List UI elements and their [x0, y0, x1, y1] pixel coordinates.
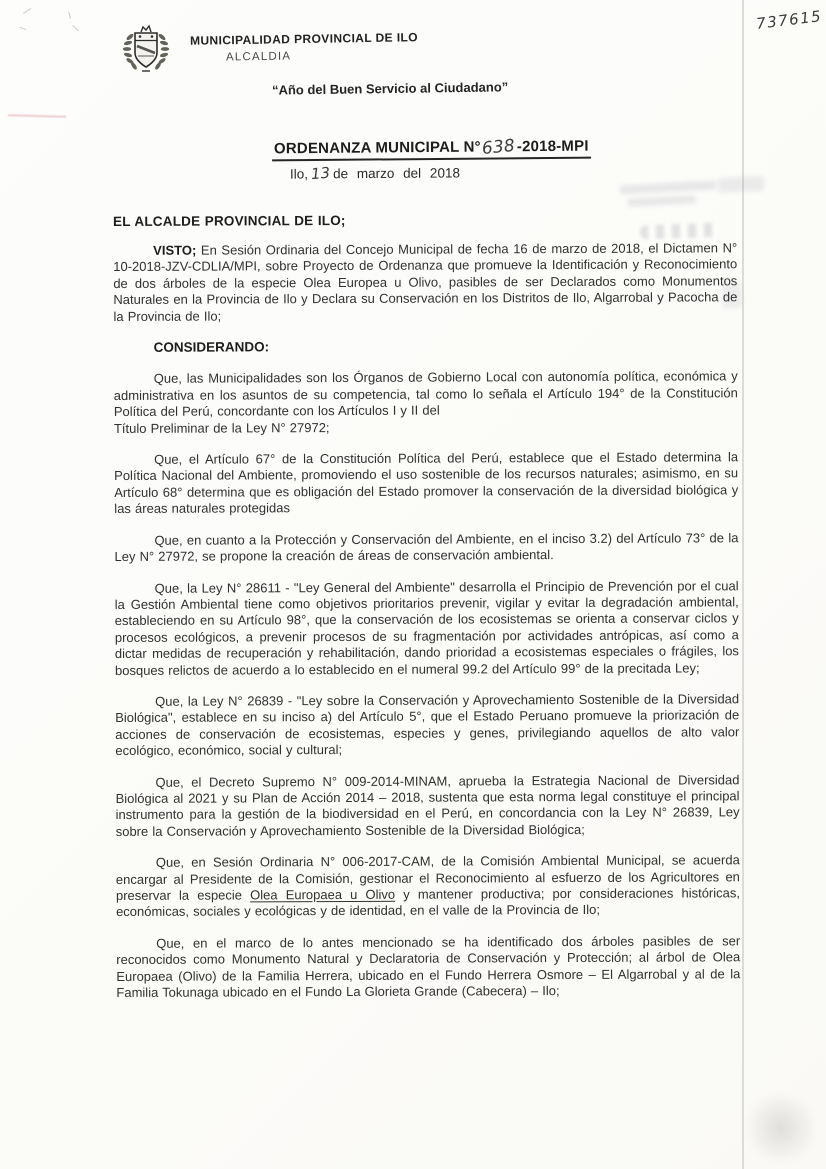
- year-motto: “Año del Buen Servicio al Ciudadano”: [271, 79, 509, 98]
- scan-pink-streak: [8, 114, 66, 117]
- pencil-mark: [68, 10, 77, 19]
- recital-paragraph-1: [114, 369, 738, 437]
- dateline: [289, 163, 460, 184]
- bleed-through-artifact: [718, 176, 765, 193]
- scan-edge-line: [742, 0, 744, 1169]
- handwritten-ordinance-number: 638: [480, 135, 516, 159]
- document-body: [113, 211, 740, 1016]
- visto-paragraph: [113, 240, 737, 325]
- pencil-mark: [19, 23, 27, 30]
- organization-name: MUNICIPALIDAD PROVINCIAL DE ILO: [189, 30, 419, 48]
- recital-paragraph-8: Que, en el marco de lo antes mencionado se ha identificado dos árboles pasibles de ser reconocidos como Monumento Natural y Declaratoria de Conservación y Protección; al árbol de Olea Europaea (Olivo) de la Familia Herrera, ubicado en el Fundo Herrera Osmore – El Algarrobal y al de la Familia Tokunaga ubicado en el Fundo La Glorieta Grande (Cabecera) – Ilo;: [116, 933, 741, 1001]
- ordinance-title-prefix: ORDENANZA MUNICIPAL N°: [273, 138, 481, 158]
- visto-text: En Sesión Ordinaria del Concejo Municipal de fecha 16 de marzo de 2018, el Dictamen N° 10-2018-JZV-CDLIA/MPI, sobre Proyecto de Ordenanza que promueve la Identificación y Reconocimiento de dos árboles de la especie Olea Europea u Olivo, pasibles de ser Declarados como Monumentos Naturales en la Provincia de Ilo y Declara su Conservación en los Distritos de Ilo, Algarrobal y Pacocha de la Provincia de Ilo;: [113, 240, 738, 324]
- recital-paragraph-2: Que, el Artículo 67° de la Constitución Política del Perú, establece que el Estado determina la Política Nacional del Ambiente, promoviendo el uso sostenible de los recursos naturales; asimismo, en su Artículo 68° determina que es obligación del Estado promover la conservación de la diversidad biológica y las áreas naturales protegidas: [114, 449, 739, 517]
- handwritten-day: 13: [310, 163, 331, 184]
- pencil-mark: [23, 8, 34, 18]
- dateline-rest: de marzo del 2018: [333, 165, 460, 182]
- considerando-heading: CONSIDERANDO:: [153, 339, 270, 355]
- salutation: EL ALCALDE PROVINCIAL DE ILO;: [113, 212, 346, 229]
- ordinance-title-suffix: -2018-MPI: [516, 137, 589, 156]
- recital-paragraph-3: Que, en cuanto a la Protección y Conservación del Ambiente, en el inciso 3.2) del Artículo 73° de la Ley N° 27972, se propone la creación de áreas de conservación ambiental.: [114, 529, 739, 565]
- pencil-mark: [69, 25, 79, 35]
- recital-1-text: Que, las Municipalidades son los Órganos de Gobierno Local con autonomía política, económica y administrativa en los asuntos de su competencia, tal como lo señala el Artículo 194° de la Constitución Política del Perú, concordante con los Artículos I y II del: [113, 368, 738, 420]
- recital-1-continuation: Título Preliminar de la Ley N° 27972;: [113, 419, 330, 436]
- recital-paragraph-5: Que, la Ley N° 26839 - "Ley sobre la Conservación y Aprovechamiento Sostenible de la Diversidad Biológica", establece en su inciso a) del Artículo 5°, que el Estado Peruano promueve la priorización de acciones de conservación de ecosistemas, especies y genes, privilegiando aquellos de alto valor ecológico, económico, social y cultural;: [115, 691, 740, 759]
- ordinance-title: [272, 135, 591, 162]
- recital-7-continuation: y mantener productiva; por consideraciones históricas, económicas, sociales y ecológicas y de identidad, en el valle de la Provincia de Ilo;: [116, 885, 741, 920]
- bleed-through-artifact: [628, 195, 696, 207]
- recital-paragraph-4: Que, la Ley N° 28611 - "Ley General del Ambiente" desarrolla el Principio de Prevención por el cual la Gestión Ambiental tiene como objetivos prioritarios prevenir, vigilar y evitar la degradación ambiental, estableciendo en su Artículo 98°, que la conservación de los ecosistemas se orienta a conservar ciclos y procesos ecológicos, a prevenir procesos de su fragmentación por actividades antrópicas, así como a dictar medidas de recuperación y rehabilitación, dando prioridad a ecosistemas especiales o frágiles, los bosques relictos de acuerdo a lo establecido en el numeral 99.2 del Artículo 99° de la precitada Ley;: [114, 577, 739, 678]
- underlined-species-name: Olea Europaea u Olivo: [250, 886, 396, 903]
- office-name: ALCALDIA: [225, 50, 292, 64]
- handwritten-folio-number: 737615: [755, 7, 824, 33]
- recital-7-text: Que, en Sesión Ordinaria N° 006-2017-CAM, de la Comisión Ambiental Municipal, se acuerda encargar al Presidente de la Comisión, gestionar el Reconocimiento al esfuerzo de los Agricultores en preservar la especie: [115, 852, 740, 903]
- recital-paragraph-6: Que, el Decreto Supremo N° 009-2014-MINAM, aprueba la Estrategia Nacional de Diversidad Biológica al 2021 y su Plan de Acción 2014 – 2018, sustenta que esta norma legal constituye el principal instrumento para la gestión de la biodiversidad en el Perú, en concordancia con la Ley N° 26839, Ley sobre la Conservación y Aprovechamiento Sostenible de la Diversidad Biológica;: [115, 771, 740, 839]
- bleed-through-artifact: [620, 180, 716, 194]
- municipal-coat-of-arms-logo: [121, 23, 171, 75]
- scan-corner-smudge: [745, 1092, 817, 1164]
- recital-paragraph-7: [116, 852, 740, 920]
- dateline-city: Ilo,: [289, 166, 309, 182]
- coat-of-arms-icon: [121, 23, 171, 75]
- visto-label: VISTO;: [153, 242, 197, 258]
